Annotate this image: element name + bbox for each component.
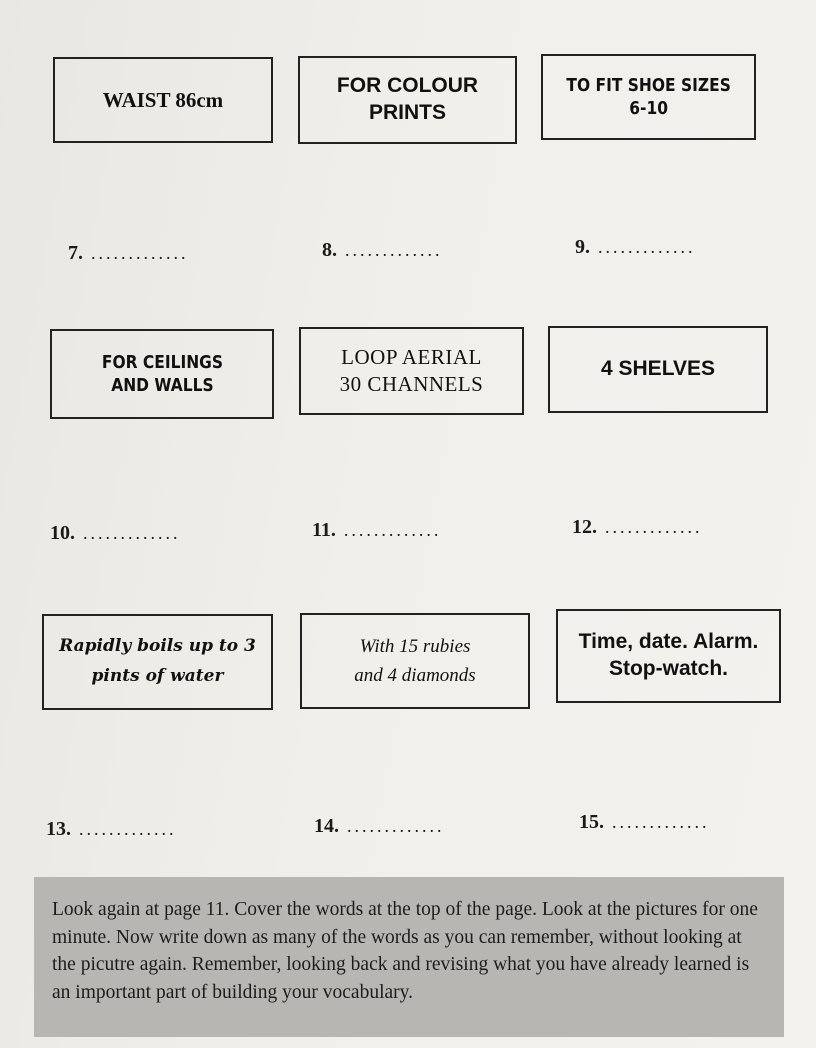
label-box-aerial: LOOP AERIAL 30 CHANNELS [299,327,524,415]
label-box-shoe-sizes [541,54,756,140]
answer-number: 15. [579,811,604,833]
answer-line-15 [579,811,710,834]
answer-line-13 [46,818,177,841]
answer-dots: ............. [598,237,696,257]
answer-number: 13. [46,818,71,840]
answer-line-10 [50,522,181,545]
answer-dots: ............. [605,517,703,537]
answer-dots: ............. [347,816,445,836]
label-box-rubies: With 15 rubies and 4 diamonds [300,613,530,709]
answer-dots: ............. [91,243,189,263]
answer-line-9 [575,236,696,259]
answer-number: 10. [50,522,75,544]
answer-dots: ............. [79,819,177,839]
label-text-ceilings: FOR CEILINGS AND WALLS [101,351,223,396]
instruction-note: Look again at page 11. Cover the words at the top of the page. Look at the pictures for one minute. Now write down as many of the words as you can remember, without looking at the picutre again. Remember, looking back and revising what you have already learned is an important part of building your vocabulary. [34,877,784,1037]
answer-number: 8. [322,239,337,261]
answer-dots: ............. [345,240,443,260]
label-text-shoe-sizes: TO FIT SHOE SIZES 6-10 [566,74,731,119]
label-box-colour-prints: FOR COLOUR PRINTS [298,56,517,144]
answer-line-12 [572,516,703,539]
answer-number: 11. [312,519,336,541]
answer-dots: ............. [83,523,181,543]
answer-dots: ............. [343,520,442,540]
label-box-shelves: 4 SHELVES [548,326,768,413]
label-box-waist: WAIST 86cm [53,57,273,143]
label-box-kettle: Rapidly boils up to 3 pints of water [42,614,273,710]
answer-line-11 [312,519,441,542]
answer-number: 7. [68,242,83,264]
answer-line-8 [322,239,443,262]
answer-dots: ............. [612,812,710,832]
answer-line-7 [68,242,189,265]
label-box-alarm: Time, date. Alarm. Stop-watch. [556,609,781,703]
answer-number: 14. [314,815,339,837]
answer-number: 9. [575,236,590,258]
answer-number: 12. [572,516,597,538]
label-box-ceilings [50,329,274,419]
answer-line-14 [314,815,445,838]
